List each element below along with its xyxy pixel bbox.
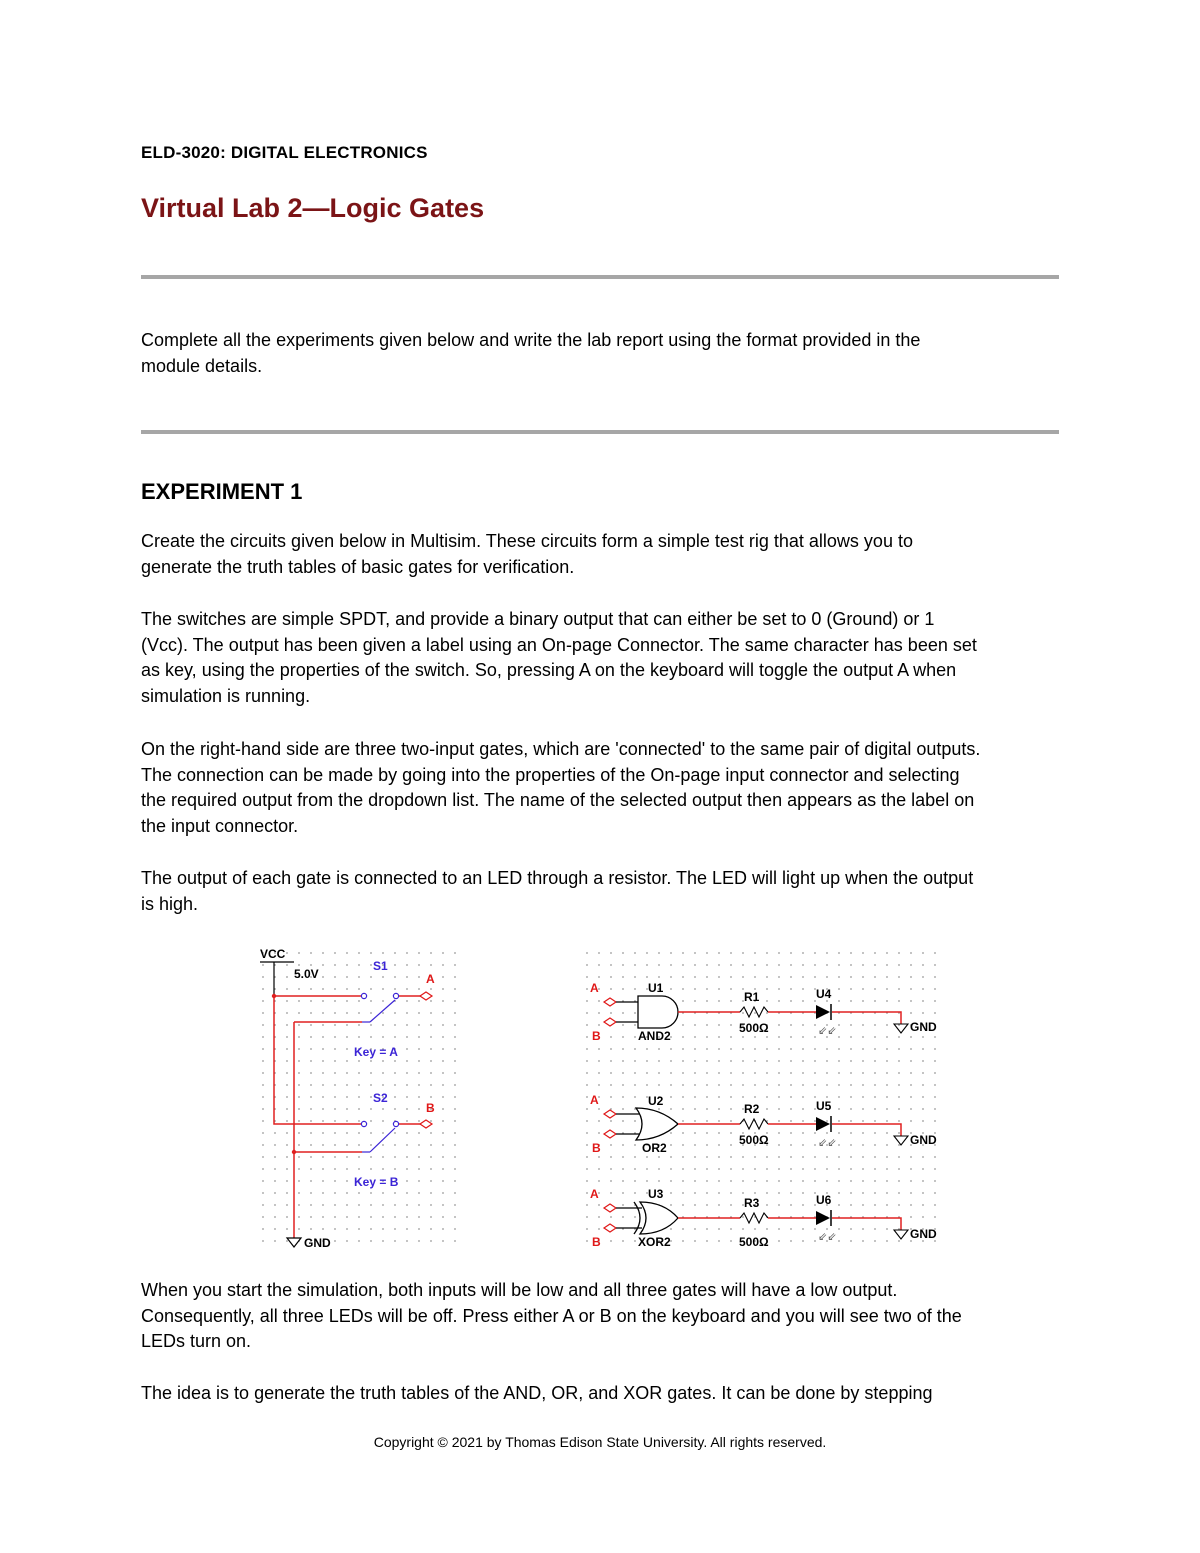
text-line: LEDs turn on. <box>141 1331 252 1352</box>
section-heading: EXPERIMENT 1 <box>141 479 303 504</box>
text-line: Complete all the experiments given below and write the lab report using the format provided in the <box>141 330 921 350</box>
led-u6-ref: U6 <box>816 1193 832 1207</box>
divider-middle <box>141 430 1059 434</box>
input-a-label: A <box>590 981 599 995</box>
led-u4-rays-icon: ⇙⇙ <box>818 1025 837 1037</box>
resistor-r3-value: 500Ω <box>739 1235 769 1249</box>
text-line: as key, using the properties of the switch. So, pressing A on the keyboard will toggle the output A when <box>141 660 957 681</box>
input-a-label: A <box>590 1187 599 1201</box>
gate-u1-type: AND2 <box>638 1029 671 1043</box>
led-u4-ref: U4 <box>816 987 832 1001</box>
resistor-r1-ref: R1 <box>744 990 760 1004</box>
text-line: the input connector. <box>141 816 299 837</box>
text-line: the required output from the dropdown list. The name of the selected output then appears as the label on <box>141 790 975 811</box>
switch-s1-label: S1 <box>373 959 388 973</box>
gnd-left-label: GND <box>304 1236 331 1250</box>
input-b-label: B <box>592 1141 601 1155</box>
gate-u1-ref: U1 <box>648 981 664 995</box>
connector-a-label: A <box>426 972 435 986</box>
switch-s2-key: Key = B <box>354 1175 399 1189</box>
page-title: Virtual Lab 2—Logic Gates <box>141 193 485 223</box>
gnd-row2-label: GND <box>910 1133 937 1147</box>
led-u6-rays-icon: ⇙⇙ <box>818 1231 837 1243</box>
input-b-label: B <box>592 1235 601 1249</box>
gate-u2-type: OR2 <box>642 1141 667 1155</box>
grid-left <box>256 948 461 1248</box>
resistor-r1-value: 500Ω <box>739 1021 769 1035</box>
text-line: generate the truth tables of basic gates for verification. <box>141 556 575 577</box>
led-u5-ref: U5 <box>816 1099 832 1113</box>
paragraph-2 <box>141 607 1076 710</box>
text-line: The idea is to generate the truth tables of the AND, OR, and XOR gates. It can be done by stepping <box>141 1383 933 1403</box>
gnd-row3-label: GND <box>910 1227 937 1241</box>
paragraph-4 <box>141 866 1076 917</box>
gate-u3-type: XOR2 <box>638 1235 671 1249</box>
switch-s2-label: S2 <box>373 1091 388 1105</box>
gnd-row1-label: GND <box>910 1020 937 1034</box>
text-line: The switches are simple SPDT, and provide a binary output that can either be set to 0 (Ground) or 1 <box>141 609 935 629</box>
vcc-value: 5.0V <box>294 967 319 981</box>
gate-u2-ref: U2 <box>648 1094 664 1108</box>
text-line: The connection can be made by going into the properties of the On-page input connector and selecting <box>141 764 960 785</box>
connector-b-label: B <box>426 1101 435 1115</box>
intro-paragraph <box>141 328 1076 379</box>
course-code: ELD-3020: DIGITAL ELECTRONICS <box>141 143 428 162</box>
input-a-label: A <box>590 1093 599 1107</box>
led-u5-rays-icon: ⇙⇙ <box>818 1137 837 1149</box>
resistor-r3-ref: R3 <box>744 1196 760 1210</box>
text-line: simulation is running. <box>141 686 311 707</box>
text-line: The output of each gate is connected to an LED through a resistor. The LED will light up when the output <box>141 868 974 888</box>
text-line: Consequently, all three LEDs will be off. Press either A or B on the keyboard and you will see two of the <box>141 1305 962 1326</box>
text-line: When you start the simulation, both inputs will be low and all three gates will have a low output. <box>141 1280 898 1300</box>
gate-u3-ref: U3 <box>648 1187 664 1201</box>
paragraph-5 <box>141 1278 1076 1355</box>
input-b-label: B <box>592 1029 601 1043</box>
text-line: Create the circuits given below in Multisim. These circuits form a simple test rig that allows you to <box>141 531 913 551</box>
resistor-r2-value: 500Ω <box>739 1133 769 1147</box>
paragraph-6 <box>141 1381 1076 1407</box>
paragraph-1 <box>141 529 1076 580</box>
resistor-r2-ref: R2 <box>744 1102 760 1116</box>
divider-top <box>141 275 1059 279</box>
paragraph-3 <box>141 737 1076 840</box>
switch-s1-key: Key = A <box>354 1045 398 1059</box>
text-line: module details. <box>141 355 263 376</box>
vcc-label: VCC <box>260 947 286 961</box>
text-line: On the right-hand side are three two-input gates, which are 'connected' to the same pair of digital outputs. <box>141 739 981 759</box>
circuit-diagram <box>250 940 950 1255</box>
text-line: is high. <box>141 893 199 914</box>
text-line: (Vcc). The output has been given a label using an On-page Connector. The same character has been set <box>141 634 977 655</box>
footer-copyright: Copyright © 2021 by Thomas Edison State University. All rights reserved. <box>373 1434 827 1450</box>
